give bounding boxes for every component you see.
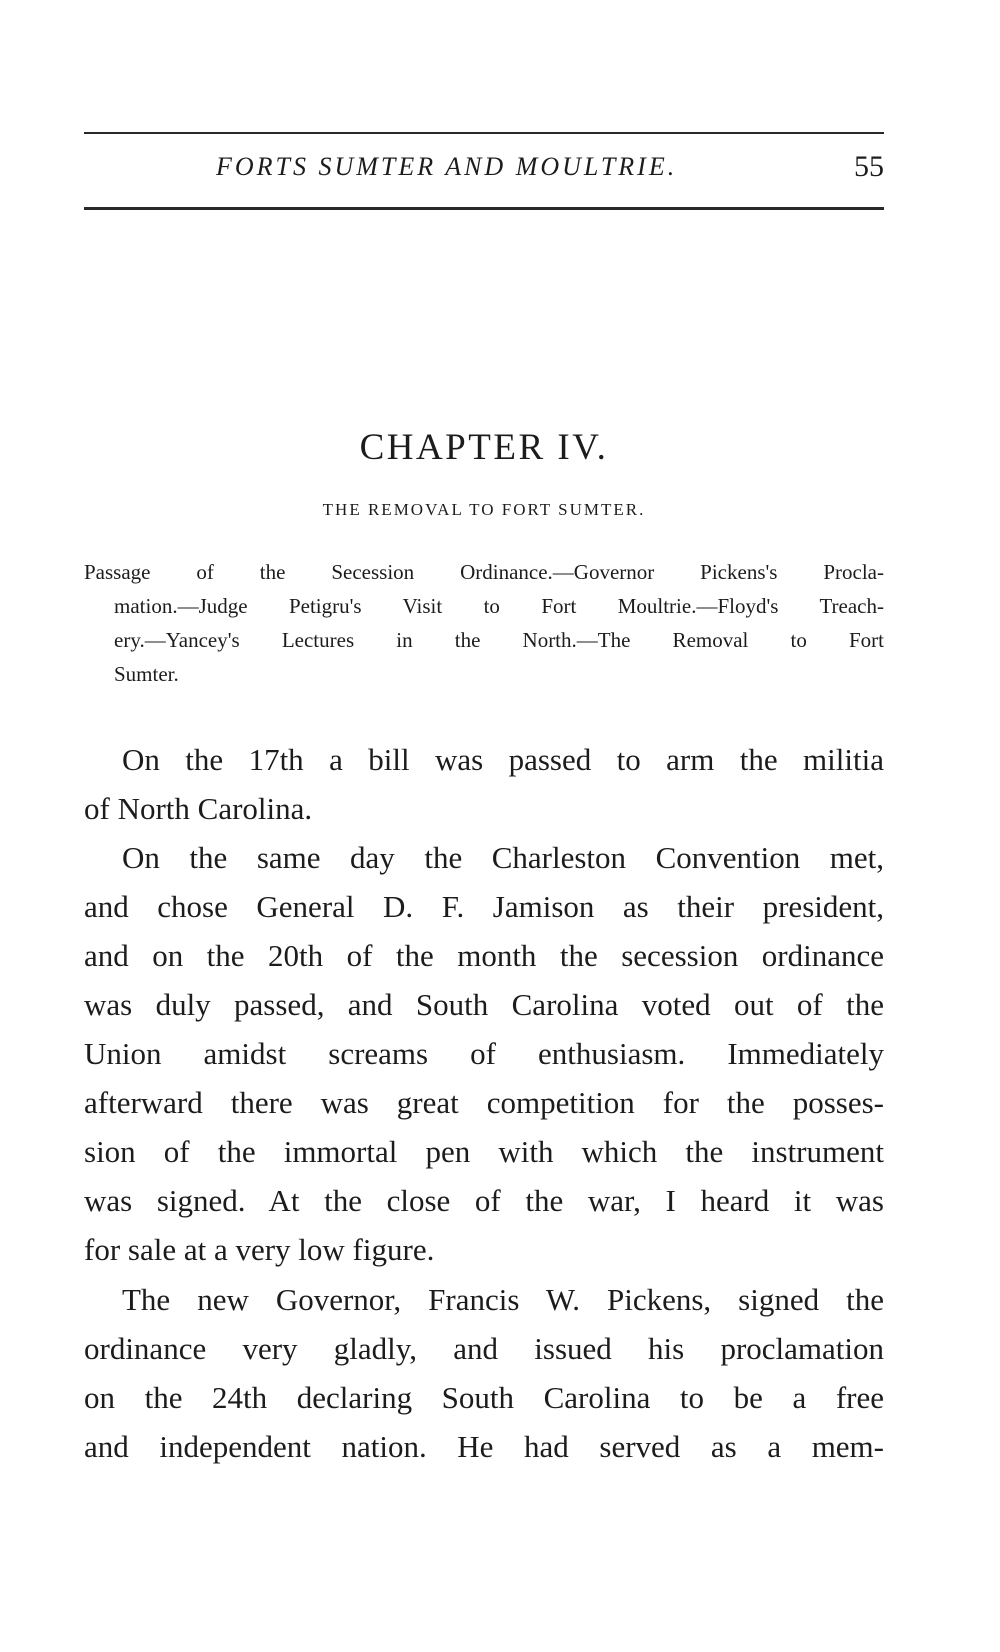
text-line: sion of the immortal pen with which the instrument [84,1134,884,1169]
header-bottom-rule [84,207,884,210]
chapter-heading: CHAPTER IV. [359,427,609,468]
paragraph-1 [84,735,884,833]
synopsis-line: mation.—Judge Petigru's Visit to Fort Moultrie.—Floyd's Treach- [114,594,884,618]
synopsis-line: ery.—Yancey's Lectures in the North.—The Removal to Fort [114,628,884,652]
synopsis-line: Sumter. [114,662,179,686]
text-line: Union amidst screams of enthusiasm. Immediately [84,1036,884,1071]
synopsis-line: Passage of the Secession Ordinance.—Governor Pickens's Procla- [84,560,884,584]
paragraph-3 [84,1275,884,1471]
text-line: On the same day the Charleston Convention met, [122,840,884,875]
chapter-subtitle: THE REMOVAL TO FORT SUMTER. [322,500,646,519]
text-line: of North Carolina. [84,791,313,826]
running-title: FORTS SUMTER AND MOULTRIE. [216,152,678,181]
text-line: afterward there was great competition for the posses- [84,1085,884,1120]
text-line: for sale at a very low figure. [84,1232,435,1267]
running-head [84,150,884,190]
header-top-rule [84,132,884,134]
text-line: and chose General D. F. Jamison as their president, [84,889,884,924]
text-line: on the 24th declaring South Carolina to be a free [84,1380,884,1415]
text-line: and independent nation. He had served as a mem- [84,1429,884,1464]
text-line: ordinance very gladly, and issued his proclamation [84,1331,884,1366]
text-line: was signed. At the close of the war, I heard it was [84,1183,884,1218]
text-line: and on the 20th of the month the secession ordinance [84,938,884,973]
text-line: The new Governor, Francis W. Pickens, signed the [122,1282,884,1317]
chapter-synopsis [84,555,884,691]
text-line: was duly passed, and South Carolina voted out of the [84,987,884,1022]
text-line: On the 17th a bill was passed to arm the militia [122,742,884,777]
paragraph-2 [84,833,884,1274]
page-number: 55 [854,150,884,183]
